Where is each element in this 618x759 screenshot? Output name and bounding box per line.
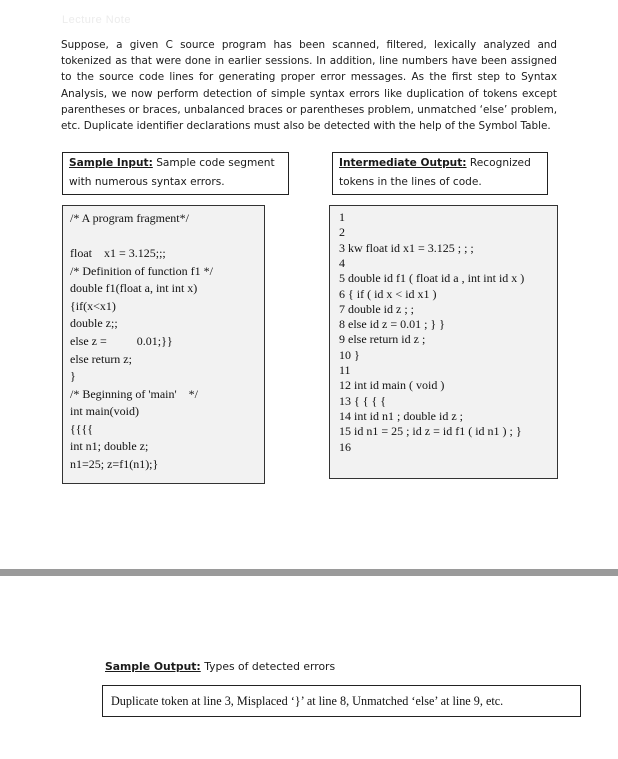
code-line: {if(x<x1) (70, 299, 116, 313)
token-line: 6 { if ( id x < id x1 ) (339, 286, 437, 301)
token-line: 4 (339, 255, 345, 270)
token-line: 11 (339, 363, 351, 377)
code-line: else return z; (70, 352, 132, 366)
sample-input-text-2: with numerous syntax errors. (69, 176, 225, 188)
code-line: int main(void) (70, 404, 139, 418)
sample-input-heading: Sample Input: (69, 157, 153, 169)
code-line: int n1; double z; (70, 439, 149, 453)
sample-input-label-box (62, 152, 289, 195)
token-line: 14 int id n1 ; double id z ; (339, 408, 463, 423)
sample-output-result: Duplicate token at line 3, Misplaced ‘}’ at line 8, Unmatched ‘else’ at line 9, etc. (102, 685, 581, 717)
intermediate-output-text-2: tokens in the lines of code. (339, 176, 482, 188)
token-line: 8 else id z = 0.01 ; } } (339, 317, 445, 332)
token-line: 12 int id main ( void ) (339, 378, 445, 393)
token-line: 15 id n1 = 25 ; id z = id f1 ( id n1 ) ; } (339, 424, 522, 439)
code-line: /* Beginning of 'main' */ (70, 387, 198, 401)
sample-input-text-1: Sample code segment (156, 157, 275, 169)
code-line: /* A program fragment*/ (70, 211, 189, 225)
code-line: n1=25; z=f1(n1);} (70, 457, 159, 471)
code-line: {{{{ (70, 422, 94, 436)
token-line: 7 double id z ; ; (339, 301, 414, 316)
intro-paragraph: Suppose, a given C source program has been scanned, filtered, lexically analyzed and tokenized as that were done in earlier sessions. In addition, line numbers have been assigned to the source code lines for generating proper error messages. As the first step to Syntax Analysis, we now perform detection of simple syntax errors like duplication of tokens except parentheses or braces, unbalanced braces or parentheses problem, unmatched ‘else’ problem, etc. Duplicate identifier declarations must also be detected with the help of the Symbol Table. (61, 39, 557, 133)
code-line: double z;; (70, 316, 118, 330)
code-line: double f1(float a, int int x) (70, 281, 198, 295)
token-line: 1 (339, 210, 345, 224)
sample-input-code-box (62, 205, 265, 484)
token-line: 9 else return id z ; (339, 332, 426, 347)
intermediate-output-text-1: Recognized (469, 157, 531, 169)
code-line: } (70, 369, 76, 383)
sample-output-heading: Sample Output: (105, 660, 201, 673)
sample-output-text: Types of detected errors (204, 660, 336, 673)
token-line: 13 { { { { (339, 393, 387, 408)
token-line: 10 } (339, 347, 360, 362)
token-line: 3 kw float id x1 = 3.125 ; ; ; (339, 240, 474, 255)
faint-header: Lecture Note (62, 14, 131, 26)
code-line: float x1 = 3.125;;; (70, 246, 166, 260)
code-line: /* Definition of function f1 */ (70, 264, 213, 278)
token-line: 2 (339, 225, 345, 240)
intermediate-output-label-box (332, 152, 548, 195)
intermediate-output-heading: Intermediate Output: (339, 157, 467, 169)
token-line: 16 (339, 439, 351, 454)
sample-output-label (105, 660, 335, 673)
code-line: else z = 0.01;}} (70, 334, 173, 348)
token-output-box (329, 205, 558, 479)
page-divider (0, 569, 618, 576)
token-line: 5 double id f1 ( float id a , int int id x ) (339, 271, 525, 286)
